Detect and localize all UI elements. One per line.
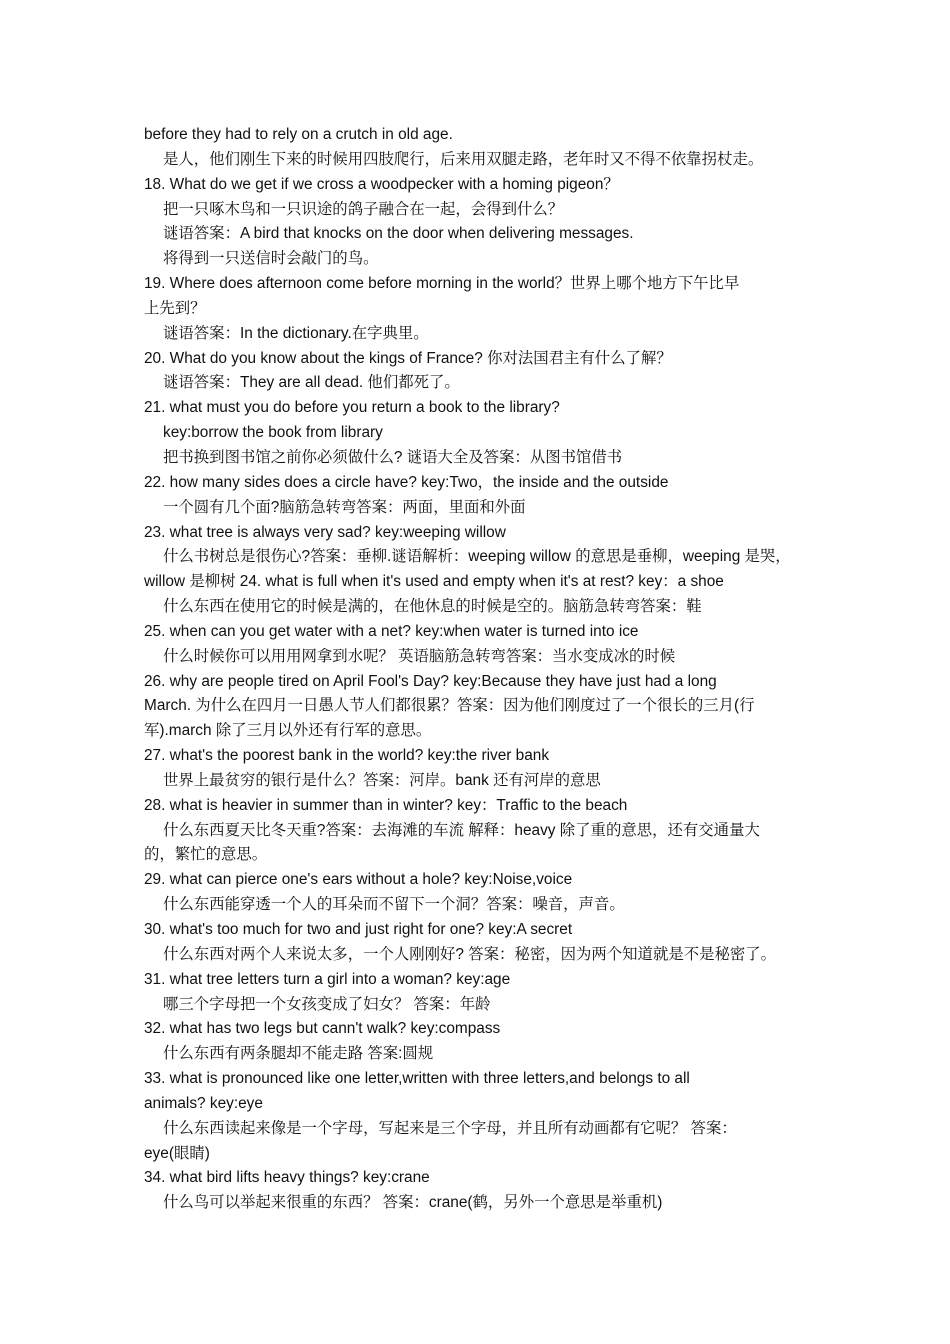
text-line: 什么东西有两条腿却不能走路 答案:圆规 [163, 1045, 434, 1063]
text-line: 什么东西在使用它的时候是满的，在他休息的时候是空的。脑筋急转弯答案：鞋 [163, 598, 702, 616]
text-line: 31. what tree letters turn a girl into a woman? key:age [144, 970, 511, 988]
text-line: 上先到？ [144, 299, 206, 317]
text-line: March. 为什么在四月一日愚人节人们都很累？答案：因为他们刚度过了一个很长的三月(行 [144, 697, 755, 715]
text-line: animals? key:eye [144, 1094, 263, 1112]
text-line: 世界上最贫穷的银行是什么？答案：河岸。bank 还有河岸的意思 [163, 771, 601, 789]
text-line: 20. What do you know about the kings of France? 你对法国君主有什么了解？ [144, 349, 672, 367]
text-line: 军).march 除了三月以外还有行军的意思。 [144, 722, 432, 740]
text-line: 将得到一只送信时会敲门的鸟。 [163, 250, 379, 268]
text-line: 的，繁忙的意思。 [144, 846, 268, 864]
text-line: 是人，他们刚生下来的时候用四肢爬行，后来用双腿走路，老年时又不得不依靠拐杖走。 [163, 150, 764, 168]
document-body [144, 123, 820, 1216]
text-line: willow 是柳树 24. what is full when it's used and empty when it's at rest? key：a shoe [144, 573, 724, 591]
text-line: 把书换到图书馆之前你必须做什么? 谜语大全及答案：从图书馆借书 [163, 448, 623, 466]
text-line: 谜语答案：They are all dead. 他们都死了。 [163, 374, 460, 392]
text-line: 34. what bird lifts heavy things? key:crane [144, 1169, 430, 1187]
text-line: 一个圆有几个面?脑筋急转弯答案：两面，里面和外面 [163, 498, 526, 516]
text-line: 18. What do we get if we cross a woodpecker with a homing pigeon？ [144, 175, 619, 193]
text-line: 什么东西读起来像是一个字母，写起来是三个字母，并且所有动画都有它呢？ 答案： [163, 1119, 737, 1137]
text-line: 什么时候你可以用用网拿到水呢？ 英语脑筋急转弯答案：当水变成冰的时候 [163, 647, 676, 665]
text-line: 谜语答案：In the dictionary.在字典里。 [163, 324, 429, 342]
text-line: 32. what has two legs but cann't walk? key:compass [144, 1020, 501, 1038]
text-line: 21. what must you do before you return a book to the library? [144, 399, 560, 417]
text-line: 什么东西对两个人来说太多，一个人刚刚好? 答案：秘密，因为两个知道就是不是秘密了。 [163, 945, 777, 963]
text-line: 什么东西能穿透一个人的耳朵而不留下一个洞？答案：噪音，声音。 [163, 896, 625, 914]
text-line: 什么鸟可以举起来很重的东西？ 答案：crane(鹤，另外一个意思是举重机) [163, 1194, 663, 1212]
text-line: 什么书树总是很伤心?答案：垂柳.谜语解析：weeping willow 的意思是垂柳，weeping 是哭， [163, 548, 791, 566]
text-line: 把一只啄木鸟和一只识途的鸽子融合在一起，会得到什么？ [163, 200, 564, 218]
text-line: 29. what can pierce one's ears without a hole? key:Noise,voice [144, 871, 573, 889]
text-line: 33. what is pronounced like one letter,written with three letters,and belongs to all [144, 1070, 690, 1088]
text-line: 哪三个字母把一个女孩变成了妇女？ 答案：年龄 [163, 995, 491, 1013]
text-line: before they had to rely on a crutch in old age. [144, 126, 453, 143]
text-line: 30. what's too much for two and just right for one? key:A secret [144, 921, 573, 938]
text-line: 28. what is heavier in summer than in winter? key：Traffic to the beach [144, 796, 628, 814]
text-line: key:borrow the book from library [163, 424, 383, 442]
text-line: 23. what tree is always very sad? key:weeping willow [144, 523, 506, 541]
text-line: 19. Where does afternoon come before morning in the world？世界上哪个地方下午比早 [144, 275, 740, 293]
text-line: 22. how many sides does a circle have? key:Two，the inside and the outside [144, 473, 669, 491]
text-line: 什么东西夏天比冬天重?答案：去海滩的车流 解释：heavy 除了重的意思，还有交通量大 [163, 821, 760, 839]
text-line: 谜语答案：A bird that knocks on the door when delivering messages. [163, 225, 634, 243]
text-line: 25. when can you get water with a net? key:when water is turned into ice [144, 622, 639, 640]
text-line: 27. what's the poorest bank in the world? key:the river bank [144, 747, 550, 765]
text-line: 26. why are people tired on April Fool's Day? key:Because they have just had a long [144, 672, 717, 690]
text-line: eye(眼睛) [144, 1144, 210, 1162]
